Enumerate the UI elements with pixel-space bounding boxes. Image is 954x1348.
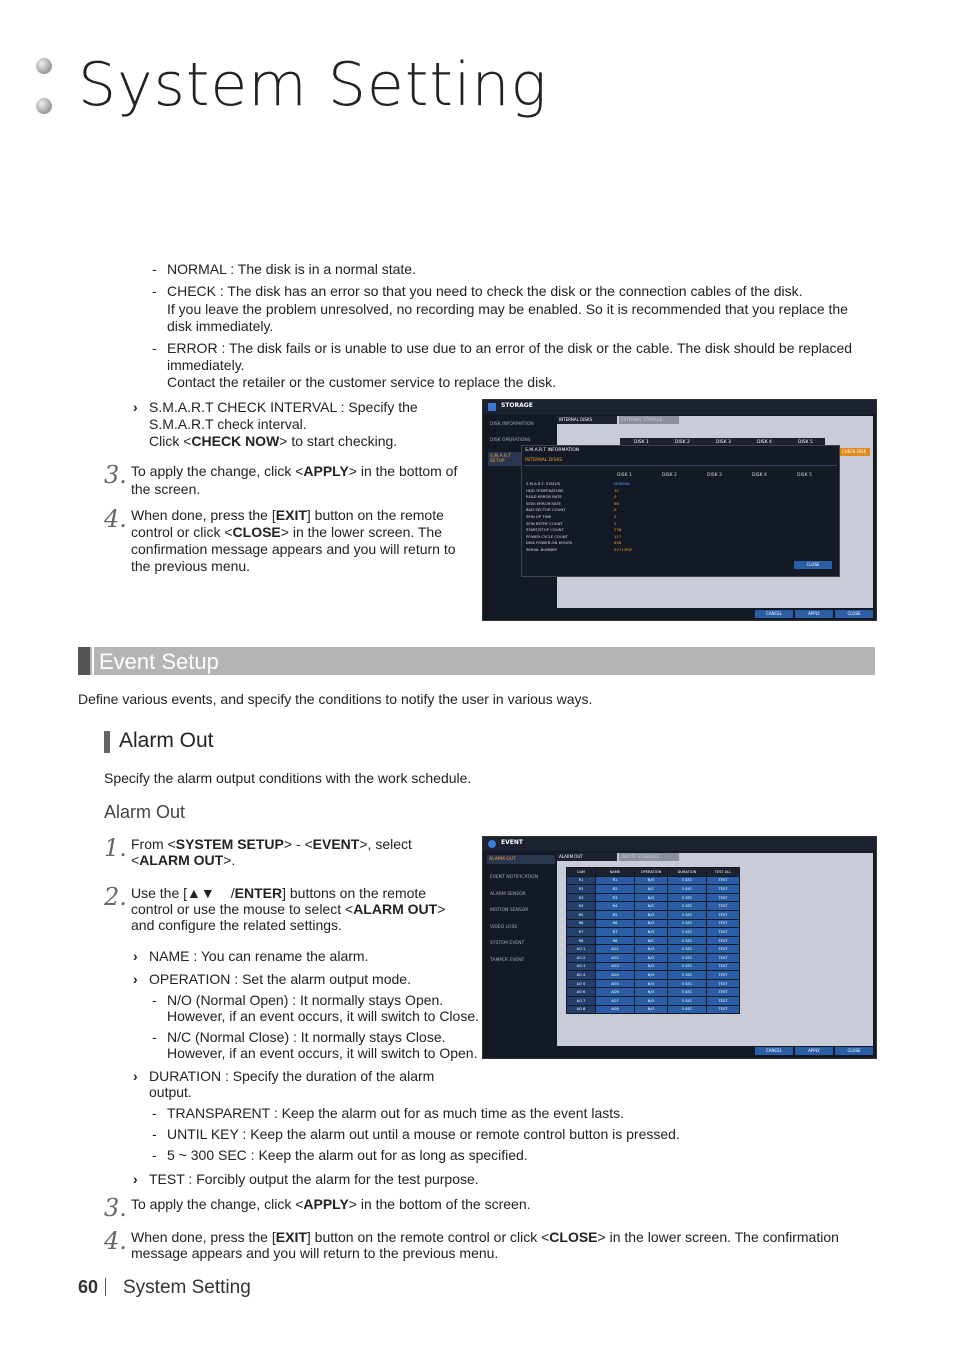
smart-row-label: SEEK ERROR RATE	[526, 500, 561, 506]
table-cell: AO 3	[567, 962, 596, 971]
table-cell[interactable]: 5 SEC	[668, 962, 707, 971]
menu-item: MOTION SENSOR	[490, 908, 529, 913]
table-cell[interactable]: 5 SEC	[668, 876, 707, 885]
table-cell[interactable]: 5 SEC	[668, 885, 707, 894]
page-title: System Setting	[78, 50, 548, 120]
dash: -	[152, 992, 157, 1008]
test-button[interactable]: TEST	[707, 971, 740, 980]
alarm-step4-line2: message appears and you will return to the previous menu.	[131, 1245, 499, 1261]
table-cell[interactable]: R7	[596, 928, 635, 937]
dash: -	[152, 1029, 157, 1045]
option-name: NAME : You can rename the alarm.	[149, 948, 369, 964]
table-cell[interactable]: R1	[596, 876, 635, 885]
table-cell[interactable]: 5 SEC	[668, 902, 707, 911]
table-cell[interactable]: AO3	[596, 962, 635, 971]
test-button[interactable]: TEST	[707, 876, 740, 885]
step-number: 3.	[104, 461, 127, 489]
alarm-step1-line1: From <SYSTEM SETUP> - <EVENT>, select	[131, 836, 412, 852]
table-cell[interactable]: 5 SEC	[668, 988, 707, 997]
chevron-right-icon: ›	[133, 1171, 138, 1187]
alarm-out-subheading: Alarm Out	[104, 802, 186, 822]
option-operation: OPERATION : Set the alarm output mode.	[149, 971, 411, 987]
menu-item: DISK OPERATIONS	[490, 438, 531, 443]
smart-row-label: BAD SECTOR COUNT	[526, 507, 566, 513]
table-row	[567, 876, 740, 885]
test-button[interactable]: TEST	[707, 979, 740, 988]
menu-item: ALARM SENSOR	[490, 892, 526, 897]
alarm-step3: To apply the change, click <APPLY> in the bottom of the screen.	[131, 1196, 531, 1212]
step4-line3: confirmation message appears and you will return to	[131, 541, 456, 557]
table-cell[interactable]: N/O	[635, 962, 668, 971]
table-cell[interactable]: R2	[596, 885, 635, 894]
footer-section: System Setting	[123, 1277, 251, 1298]
close-button[interactable]: CLOSE	[835, 1047, 873, 1055]
table-cell[interactable]: N/O	[635, 971, 668, 980]
table-cell[interactable]: R8	[596, 936, 635, 945]
smart-row-value: 0	[614, 520, 617, 526]
status-check-3: disk immediately.	[167, 318, 274, 334]
smart-row-value: 5VT13RJY	[614, 547, 633, 552]
table-row	[567, 928, 740, 937]
alarm-out-intro: Specify the alarm output conditions with the work schedule.	[104, 770, 472, 786]
smart-row-value: 117	[614, 533, 622, 539]
close-button[interactable]: CLOSE	[835, 610, 873, 618]
table-row	[567, 902, 740, 911]
smart-row-label: SERIAL NUMBER	[526, 547, 558, 552]
table-row	[567, 885, 740, 894]
step-number: 4.	[104, 1227, 127, 1255]
option-transparent: TRANSPARENT : Keep the alarm out for as much time as the event lasts.	[167, 1105, 625, 1121]
apply-button[interactable]: APPLY	[795, 1047, 833, 1055]
table-cell[interactable]: N/O	[635, 893, 668, 902]
table-cell: AO 4	[567, 971, 596, 980]
smart-row-value: 636	[614, 540, 622, 546]
check-disk-badge: CHECK DISK	[838, 448, 870, 456]
dash: -	[152, 1147, 157, 1163]
smart-row-value: 0	[614, 507, 617, 513]
status-normal: NORMAL : The disk is in a normal state.	[167, 261, 416, 277]
disk-col-header: DISK 3	[707, 473, 722, 478]
test-button[interactable]: TEST	[707, 936, 740, 945]
table-row	[567, 893, 740, 902]
table-cell[interactable]: R4	[596, 902, 635, 911]
dash: -	[152, 283, 157, 299]
tab-internal-disks: INTERNAL DISKS	[557, 416, 617, 424]
table-row	[567, 919, 740, 928]
status-error-3: Contact the retailer or the customer service to replace the disk.	[167, 374, 557, 390]
smart-row-value: 66	[614, 500, 619, 506]
popup-title: S.M.A.R.T INFORMATION	[525, 448, 580, 453]
footer-separator	[105, 1278, 106, 1296]
smart-row-label: SPIN RETRY COUNT	[526, 520, 563, 526]
table-cell: AO 7	[567, 996, 596, 1005]
dash: -	[152, 261, 157, 277]
table-cell[interactable]: R5	[596, 910, 635, 919]
table-cell[interactable]: N/O	[635, 953, 668, 962]
table-cell: R8	[567, 936, 596, 945]
table-row	[567, 979, 740, 988]
chevron-right-icon: ›	[133, 399, 138, 415]
apply-button[interactable]: APPLY	[795, 610, 833, 618]
step-number: 3.	[104, 1194, 127, 1222]
table-cell[interactable]: AO4	[596, 971, 635, 980]
status-error-2: immediately.	[167, 357, 245, 373]
table-cell[interactable]: 5 SEC	[668, 996, 707, 1005]
menu-item: SYSTEM EVENT	[490, 941, 525, 946]
smart-row-value: 30	[614, 487, 619, 493]
dash: -	[152, 1126, 157, 1142]
section-marker	[78, 647, 90, 675]
cancel-button[interactable]: CANCEL	[755, 610, 793, 618]
bullet-dot	[36, 98, 52, 114]
menu-item-active: ALARM OUT	[487, 855, 555, 864]
section-marker-gap	[92, 647, 94, 675]
table-cell: R5	[567, 910, 596, 919]
screenshot-header: EVENT	[483, 837, 876, 851]
table-cell[interactable]: 5 SEC	[668, 953, 707, 962]
storage-screenshot	[482, 399, 877, 621]
smart-row-label: S.M.A.R.T. STATUS	[526, 481, 561, 486]
table-cell[interactable]: N/O	[635, 928, 668, 937]
popup-close-button[interactable]: CLOSE	[794, 561, 832, 569]
disk-col-header: DISK 1	[617, 473, 632, 478]
table-header-cell: CAM	[567, 868, 596, 877]
step-number: 2.	[104, 883, 127, 911]
table-cell: R3	[567, 893, 596, 902]
table-cell[interactable]: 5 SEC	[668, 971, 707, 980]
smart-row-label: DISK POWER-ON HOURS	[526, 540, 573, 546]
page-number: 60	[78, 1277, 99, 1297]
table-cell[interactable]: 5 SEC	[668, 1005, 707, 1014]
smart-row-label: SPIN UP TIME	[526, 514, 552, 519]
disk-header: DISK 3	[716, 440, 731, 445]
table-cell: R4	[567, 902, 596, 911]
table-cell[interactable]: N/O	[635, 979, 668, 988]
test-button[interactable]: TEST	[707, 1005, 740, 1014]
table-cell[interactable]: N/O	[635, 988, 668, 997]
step4-line2: control or click <CLOSE> in the lower screen. The	[131, 524, 442, 540]
step3-line1: To apply the change, click <APPLY> in the bottom of	[131, 463, 458, 479]
disk-header: DISK 1	[634, 440, 649, 445]
table-cell: R1	[567, 876, 596, 885]
menu-item: EVENT NOTIFICATION	[490, 875, 539, 880]
table-cell[interactable]: R3	[596, 893, 635, 902]
table-cell: AO 5	[567, 979, 596, 988]
table-header-row	[567, 868, 740, 877]
test-button[interactable]: TEST	[707, 945, 740, 954]
alarm-step2-line1: Use the [▲▼ /ENTER] buttons on the remote	[131, 885, 427, 901]
tab-on-off-schedule: ON/OFF SCHEDULE	[619, 853, 679, 861]
tab-external-storage: EXTERNAL STORAGE	[619, 416, 679, 424]
alarm-out-table	[566, 867, 740, 1014]
section-bar-event-setup	[78, 647, 875, 675]
table-cell[interactable]: N/C	[635, 885, 668, 894]
test-button[interactable]: TEST	[707, 953, 740, 962]
table-cell[interactable]: AO8	[596, 1005, 635, 1014]
table-cell[interactable]: AO6	[596, 988, 635, 997]
table-cell: AO 6	[567, 988, 596, 997]
option-duration-1: DURATION : Specify the duration of the alarm	[149, 1068, 435, 1084]
table-row	[567, 962, 740, 971]
table-header-cell: DURATION	[668, 868, 707, 877]
dash: -	[152, 340, 157, 356]
option-duration-2: output.	[149, 1084, 192, 1100]
step3-line2: the screen.	[131, 481, 201, 497]
table-cell[interactable]: 5 SEC	[668, 919, 707, 928]
alarm-step4-line1: When done, press the [EXIT] button on the remote control or click <CLOSE> in the lower screen. The confirmation	[131, 1229, 839, 1245]
table-cell: R6	[567, 919, 596, 928]
option-no-1: N/O (Normal Open) : It normally stays Open.	[167, 992, 444, 1008]
menu-item: TAMPER EVENT	[490, 958, 525, 963]
table-cell: AO 8	[567, 1005, 596, 1014]
status-check-1: CHECK : The disk has an error so that you need to check the disk or the connection cables of the disk.	[167, 283, 803, 299]
test-button[interactable]: TEST	[707, 996, 740, 1005]
table-cell[interactable]: AO7	[596, 996, 635, 1005]
menu-item: VIDEO LOSS	[490, 925, 518, 930]
table-row	[567, 936, 740, 945]
table-cell[interactable]: AO5	[596, 979, 635, 988]
disk-col-header: DISK 5	[797, 473, 812, 478]
alarm-out-heading: Alarm Out	[119, 729, 214, 752]
smart-row-label: POWER CYCLE COUNT	[526, 533, 568, 539]
table-cell[interactable]: N/O	[635, 1005, 668, 1014]
test-button[interactable]: TEST	[707, 988, 740, 997]
step-number: 4.	[104, 505, 127, 533]
disk-header: DISK 2	[675, 440, 690, 445]
disk-header: DISK 5	[798, 440, 813, 445]
option-nc-1: N/C (Normal Close) : It normally stays Close.	[167, 1029, 446, 1045]
smart-row-value: 0	[614, 494, 617, 500]
test-button[interactable]: TEST	[707, 885, 740, 894]
user-icon	[488, 840, 496, 848]
bullet-dot	[36, 58, 52, 74]
divider	[524, 465, 837, 466]
cancel-button[interactable]: CANCEL	[755, 1047, 793, 1055]
subsection-marker	[104, 731, 110, 753]
table-cell: R7	[567, 928, 596, 937]
table-cell: AO 2	[567, 953, 596, 962]
chevron-right-icon: ›	[133, 1068, 138, 1084]
test-button[interactable]: TEST	[707, 893, 740, 902]
option-nc-2: However, if an event occurs, it will switch to Open.	[167, 1045, 478, 1061]
table-cell[interactable]: N/O	[635, 876, 668, 885]
test-button[interactable]: TEST	[707, 919, 740, 928]
storage-icon	[488, 403, 496, 411]
table-cell[interactable]: N/O	[635, 919, 668, 928]
status-error-1: ERROR : The disk fails or is unable to use due to an error of the disk or the cable. The disk should be replaced	[167, 340, 853, 356]
table-cell[interactable]: 5 SEC	[668, 893, 707, 902]
table-row	[567, 971, 740, 980]
table-cell[interactable]: R6	[596, 919, 635, 928]
option-test: TEST : Forcibly output the alarm for the test purpose.	[149, 1171, 479, 1187]
table-row	[567, 910, 740, 919]
disk-col-header: DISK 2	[662, 473, 677, 478]
event-setup-intro: Define various events, and specify the conditions to notify the user in various ways.	[78, 691, 593, 707]
section-heading: Event Setup	[99, 649, 219, 674]
smart-row-label: HDD TEMPERATURE	[526, 487, 564, 493]
menu-item: DISK INFORMATION	[490, 422, 534, 427]
table-cell[interactable]: N/C	[635, 936, 668, 945]
screenshot-header: STORAGE	[483, 400, 876, 414]
smart-interval-line3: Click <CHECK NOW> to start checking.	[149, 433, 398, 449]
table-cell[interactable]: 5 SEC	[668, 979, 707, 988]
option-until-key: UNTIL KEY : Keep the alarm out until a mouse or remote control button is pressed.	[167, 1126, 680, 1142]
smart-row-label: START/STOP COUNT	[526, 527, 564, 533]
table-row	[567, 996, 740, 1005]
table-cell: AO 1	[567, 945, 596, 954]
table-cell[interactable]: N/O	[635, 945, 668, 954]
table-cell[interactable]: 5 SEC	[668, 928, 707, 937]
smart-popup	[521, 445, 840, 577]
popup-tab: INTERNAL DISKS	[525, 458, 563, 463]
table-cell[interactable]: N/O	[635, 996, 668, 1005]
alarm-step1-line2: <ALARM OUT>.	[131, 852, 236, 868]
dash: -	[152, 1105, 157, 1121]
table-cell[interactable]: 5 SEC	[668, 910, 707, 919]
table-row	[567, 988, 740, 997]
table-cell: R2	[567, 885, 596, 894]
alarm-step2-line2: control or use the mouse to select <ALARM OUT>	[131, 901, 446, 917]
table-header-cell: TEST ALL	[707, 868, 740, 877]
table-row	[567, 1005, 740, 1014]
table-row	[567, 953, 740, 962]
title-bullet-dots	[36, 58, 56, 138]
smart-interval-line1: S.M.A.R.T CHECK INTERVAL : Specify the	[149, 399, 418, 415]
table-cell[interactable]: AO1	[596, 945, 635, 954]
table-header-cell: OPERATION	[635, 868, 668, 877]
smart-row-label: READ ERROR RATE	[526, 494, 562, 500]
alarm-step2-line3: and configure the related settings.	[131, 917, 342, 933]
status-check-2: If you leave the problem unresolved, no recording may be enabled. So it is recommended that you replace the	[167, 301, 848, 317]
test-button[interactable]: TEST	[707, 910, 740, 919]
test-button[interactable]: TEST	[707, 902, 740, 911]
menu-item-active: S.M.A.R.T SETUP	[488, 452, 528, 466]
smart-row-value: NORMAL	[614, 481, 631, 486]
event-screenshot	[482, 836, 877, 1059]
smart-row-value: 0	[614, 514, 617, 519]
chevron-right-icon: ›	[133, 971, 138, 987]
table-cell[interactable]: 5 SEC	[668, 945, 707, 954]
table-cell[interactable]: N/O	[635, 910, 668, 919]
table-cell[interactable]: 5 SEC	[668, 936, 707, 945]
smart-interval-line2: S.M.A.R.T check interval.	[149, 416, 307, 432]
table-cell[interactable]: AO2	[596, 953, 635, 962]
test-button[interactable]: TEST	[707, 928, 740, 937]
smart-row-value: 238	[614, 527, 622, 533]
table-cell[interactable]: N/C	[635, 902, 668, 911]
step4-line1: When done, press the [EXIT] button on the remote	[131, 507, 444, 523]
test-button[interactable]: TEST	[707, 962, 740, 971]
step4-line4: the previous menu.	[131, 558, 251, 574]
tab-alarm-out: ALARM OUT	[557, 853, 617, 861]
table-row	[567, 945, 740, 954]
disk-col-header: DISK 4	[752, 473, 767, 478]
option-sec: 5 ~ 300 SEC : Keep the alarm out for as long as specified.	[167, 1147, 528, 1163]
disk-header: DISK 4	[757, 440, 772, 445]
step-number: 1.	[104, 834, 127, 862]
chevron-right-icon: ›	[133, 948, 138, 964]
table-header-cell: NAME	[596, 868, 635, 877]
option-no-2: However, if an event occurs, it will switch to Close.	[167, 1008, 480, 1024]
